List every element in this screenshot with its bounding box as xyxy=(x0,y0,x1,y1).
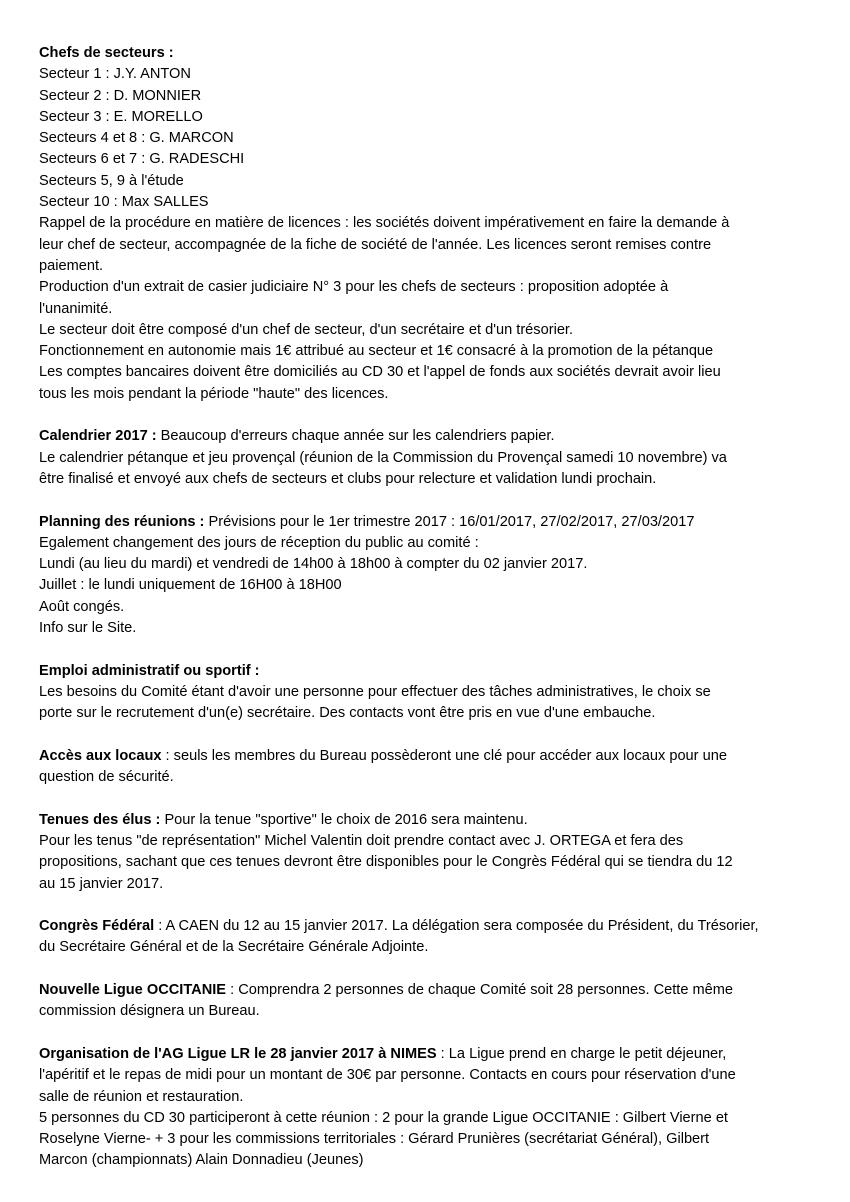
paragraph-text: Marcon (championnats) Alain Donnadieu (Jeunes) xyxy=(39,1152,364,1169)
section-heading: Calendrier 2017 : xyxy=(39,428,157,445)
paragraph-text: Organisation de l'AG Ligue LR le 28 janvier 2017 à NIMES : La Ligue prend en charge le petit déjeuner, xyxy=(39,1045,727,1062)
paragraph-text: l'unanimité. xyxy=(39,300,113,317)
spacer xyxy=(39,405,819,426)
spacer xyxy=(39,788,819,809)
section-organisation-ag xyxy=(39,1044,819,1172)
paragraph-text: Juillet : le lundi uniquement de 16H00 à 18H00 xyxy=(39,577,342,594)
spacer xyxy=(39,490,819,511)
section-emploi xyxy=(39,661,819,725)
paragraph-text: Le calendrier pétanque et jeu provençal (réunion de la Commission du Provençal samedi 10 novembre) va xyxy=(39,449,727,466)
spacer xyxy=(39,1023,819,1044)
section-heading: Planning des réunions : xyxy=(39,513,205,530)
section-heading: Emploi administratif ou sportif : xyxy=(39,662,260,679)
paragraph-text: Calendrier 2017 : Beaucoup d'erreurs chaque année sur les calendriers papier. xyxy=(39,428,555,445)
paragraph-text: Info sur le Site. xyxy=(39,620,137,637)
section-heading: Congrès Fédéral xyxy=(39,918,155,935)
paragraph-text: Roselyne Vierne- + 3 pour les commissions territoriales : Gérard Prunières (secrétariat Général), Gilbert xyxy=(39,1131,710,1148)
paragraph-text: paiement. xyxy=(39,257,104,274)
paragraph-text: Le secteur doit être composé d'un chef de secteur, d'un secrétaire et d'un trésorier. xyxy=(39,321,574,338)
secteur-line: Secteurs 5, 9 à l'étude xyxy=(39,172,184,189)
paragraph-text: Accès aux locaux : seuls les membres du Bureau possèderont une clé pour accéder aux locaux pour une xyxy=(39,747,727,764)
section-acces-locaux xyxy=(39,746,819,789)
section-heading: Tenues des élus : xyxy=(39,811,161,828)
section-heading: Chefs de secteurs : xyxy=(39,45,174,61)
paragraph-text: Août congés. xyxy=(39,598,125,615)
secteur-line: Secteurs 6 et 7 : G. RADESCHI xyxy=(39,151,245,168)
section-heading: Organisation de l'AG Ligue LR le 28 janvier 2017 à NIMES xyxy=(39,1045,437,1062)
section-chefs-de-secteurs xyxy=(39,43,819,405)
paragraph-text: l'apéritif et le repas de midi pour un montant de 30€ par personne. Contacts en cours pour réservation d'une xyxy=(39,1067,736,1084)
paragraph-text: Pour les tenus "de représentation" Michel Valentin doit prendre contact avec J. ORTEGA et fera des xyxy=(39,832,684,849)
paragraph-text: Nouvelle Ligue OCCITANIE : Comprendra 2 personnes de chaque Comité soit 28 personnes. Cette même xyxy=(39,982,734,999)
document-page xyxy=(39,43,819,1172)
paragraph-text: Les comptes bancaires doivent être domiciliés au CD 30 et l'appel de fonds aux sociétés devrait avoir lieu xyxy=(39,364,721,381)
paragraph-text: être finalisé et envoyé aux chefs de secteurs et clubs pour relecture et validation lundi prochain. xyxy=(39,470,657,487)
section-tenues xyxy=(39,810,819,895)
secteur-line: Secteurs 4 et 8 : G. MARCON xyxy=(39,130,234,147)
section-calendrier xyxy=(39,426,819,490)
secteur-line: Secteur 3 : E. MORELLO xyxy=(39,108,203,125)
paragraph-text: Les besoins du Comité étant d'avoir une personne pour effectuer des tâches administratives, le choix se xyxy=(39,683,711,700)
spacer xyxy=(39,639,819,660)
paragraph-text: du Secrétaire Général et de la Secrétaire Générale Adjointe. xyxy=(39,939,429,956)
spacer xyxy=(39,895,819,916)
secteur-line: Secteur 10 : Max SALLES xyxy=(39,194,209,211)
paragraph-text: Planning des réunions : Prévisions pour le 1er trimestre 2017 : 16/01/2017, 27/02/2017, 27/03/2017 xyxy=(39,513,695,530)
paragraph-text: au 15 janvier 2017. xyxy=(39,875,164,892)
paragraph-text: tous les mois pendant la période "haute" des licences. xyxy=(39,385,389,402)
paragraph-text: salle de réunion et restauration. xyxy=(39,1088,244,1105)
paragraph-text: 5 personnes du CD 30 participeront à cette réunion : 2 pour la grande Ligue OCCITANIE : Gilbert Vierne et xyxy=(39,1109,728,1126)
section-heading: Nouvelle Ligue OCCITANIE xyxy=(39,982,227,999)
section-congres xyxy=(39,916,819,959)
paragraph-text: Rappel de la procédure en matière de licences : les sociétés doivent impérativement en faire la demande à xyxy=(39,215,730,232)
paragraph-text: Lundi (au lieu du mardi) et vendredi de 14h00 à 18h00 à compter du 02 janvier 2017. xyxy=(39,556,588,573)
paragraph-text: commission désignera un Bureau. xyxy=(39,1003,260,1020)
section-planning xyxy=(39,512,819,640)
paragraph-text: question de sécurité. xyxy=(39,769,174,786)
paragraph-text: Fonctionnement en autonomie mais 1€ attribué au secteur et 1€ consacré à la promotion de la pétanque xyxy=(39,343,714,360)
paragraph-text: Congrès Fédéral : A CAEN du 12 au 15 janvier 2017. La délégation sera composée du Président, du Trésorier, xyxy=(39,918,759,935)
paragraph-text: Production d'un extrait de casier judiciaire N° 3 pour les chefs de secteurs : proposition adoptée à xyxy=(39,279,669,296)
paragraph-text: Tenues des élus : Pour la tenue "sportive" le choix de 2016 sera maintenu. xyxy=(39,811,528,828)
section-nouvelle-ligue xyxy=(39,980,819,1023)
spacer xyxy=(39,725,819,746)
paragraph-text: leur chef de secteur, accompagnée de la fiche de société de l'année. Les licences seront remises contre xyxy=(39,236,712,253)
secteur-line: Secteur 1 : J.Y. ANTON xyxy=(39,66,191,83)
secteur-line: Secteur 2 : D. MONNIER xyxy=(39,87,202,104)
paragraph-text: propositions, sachant que ces tenues devront être disponibles pour le Congrès Fédéral qui se tiendra du 12 xyxy=(39,854,733,871)
spacer xyxy=(39,959,819,980)
paragraph-text: porte sur le recrutement d'un(e) secrétaire. Des contacts vont être pris en vue d'une embauche. xyxy=(39,705,656,722)
section-heading: Accès aux locaux xyxy=(39,747,162,764)
paragraph-text: Egalement changement des jours de réception du public au comité : xyxy=(39,534,479,551)
